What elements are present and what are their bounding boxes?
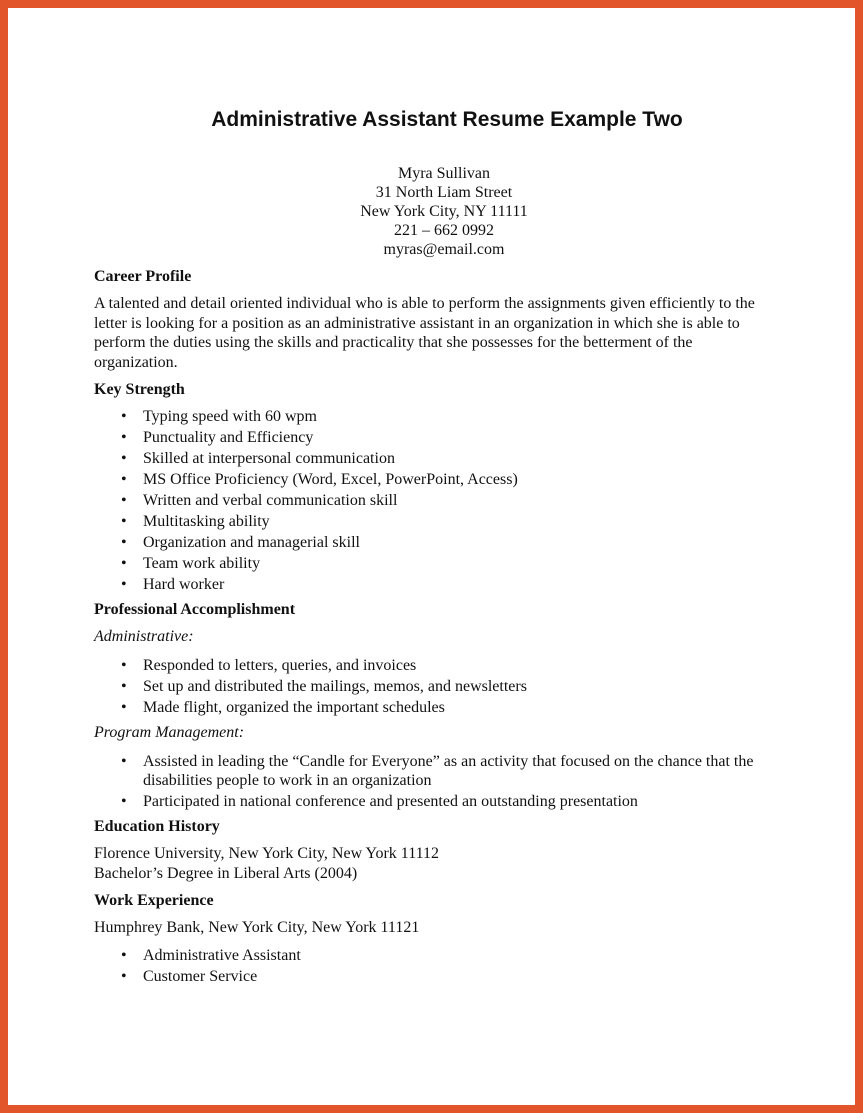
- key-strength-list: [94, 407, 794, 594]
- career-profile-line: A talented and detail oriented individual who is able to perform the assignments given efficiently to the: [94, 295, 755, 312]
- career-profile-text: [94, 294, 794, 372]
- key-strength-heading: Key Strength: [94, 381, 185, 398]
- program-management-subheading: Program Management:: [94, 724, 245, 741]
- list-item: [94, 752, 794, 790]
- list-item: • Multitasking ability: [94, 512, 794, 531]
- list-item: • Made flight, organized the important schedules: [94, 698, 794, 717]
- career-profile-line: perform the duties using the skills and practicality that she possesses for the betterment of the: [94, 334, 693, 351]
- contact-phone: 221 – 662 0992: [394, 222, 494, 239]
- contact-city: New York City, NY 11111: [360, 203, 528, 220]
- accomplishment-heading: Professional Accomplishment: [94, 601, 296, 618]
- contact-name: Myra Sullivan: [398, 165, 490, 182]
- work-employer: Humphrey Bank, New York City, New York 11121: [94, 919, 420, 936]
- list-item-line: • Assisted in leading the “Candle for Everyone” as an activity that focused on the chance that the: [143, 753, 754, 770]
- education-details: [94, 844, 794, 883]
- list-item: • Typing speed with 60 wpm: [94, 407, 794, 426]
- list-item: • Written and verbal communication skill: [94, 491, 794, 510]
- list-item: • Organization and managerial skill: [94, 533, 794, 552]
- list-item: • Punctuality and Efficiency: [94, 428, 794, 447]
- document-title: Administrative Assistant Resume Example Two: [211, 108, 683, 131]
- list-item: • Hard worker: [94, 575, 794, 594]
- list-item: • Customer Service: [94, 967, 794, 986]
- list-item: • Team work ability: [94, 554, 794, 573]
- list-item-line: disabilities people to work in an organization: [143, 772, 432, 789]
- program-management-list: [94, 752, 794, 811]
- career-profile-heading: Career Profile: [94, 268, 192, 285]
- education-school: Florence University, New York City, New York 11112: [94, 845, 440, 862]
- list-item: • Skilled at interpersonal communication: [94, 449, 794, 468]
- contact-email: myras@email.com: [383, 241, 505, 258]
- resume-document: [94, 108, 794, 992]
- list-item: • Participated in national conference and presented an outstanding presentation: [94, 792, 794, 811]
- education-degree: Bachelor’s Degree in Liberal Arts (2004): [94, 864, 358, 882]
- administrative-subheading: Administrative:: [94, 628, 194, 645]
- work-experience-heading: Work Experience: [94, 892, 214, 909]
- education-heading: Education History: [94, 818, 220, 835]
- work-list: [94, 946, 794, 986]
- career-profile-line: organization.: [94, 353, 178, 371]
- list-item: • MS Office Proficiency (Word, Excel, PowerPoint, Access): [94, 470, 794, 489]
- list-item: • Responded to letters, queries, and invoices: [94, 656, 794, 675]
- career-profile-line: letter is looking for a position as an administrative assistant in an organization in which she is able to: [94, 314, 740, 332]
- contact-street: 31 North Liam Street: [375, 184, 513, 201]
- list-item: • Set up and distributed the mailings, memos, and newsletters: [94, 677, 794, 696]
- administrative-list: [94, 656, 794, 717]
- list-item: • Administrative Assistant: [94, 946, 794, 965]
- contact-block: [94, 164, 794, 259]
